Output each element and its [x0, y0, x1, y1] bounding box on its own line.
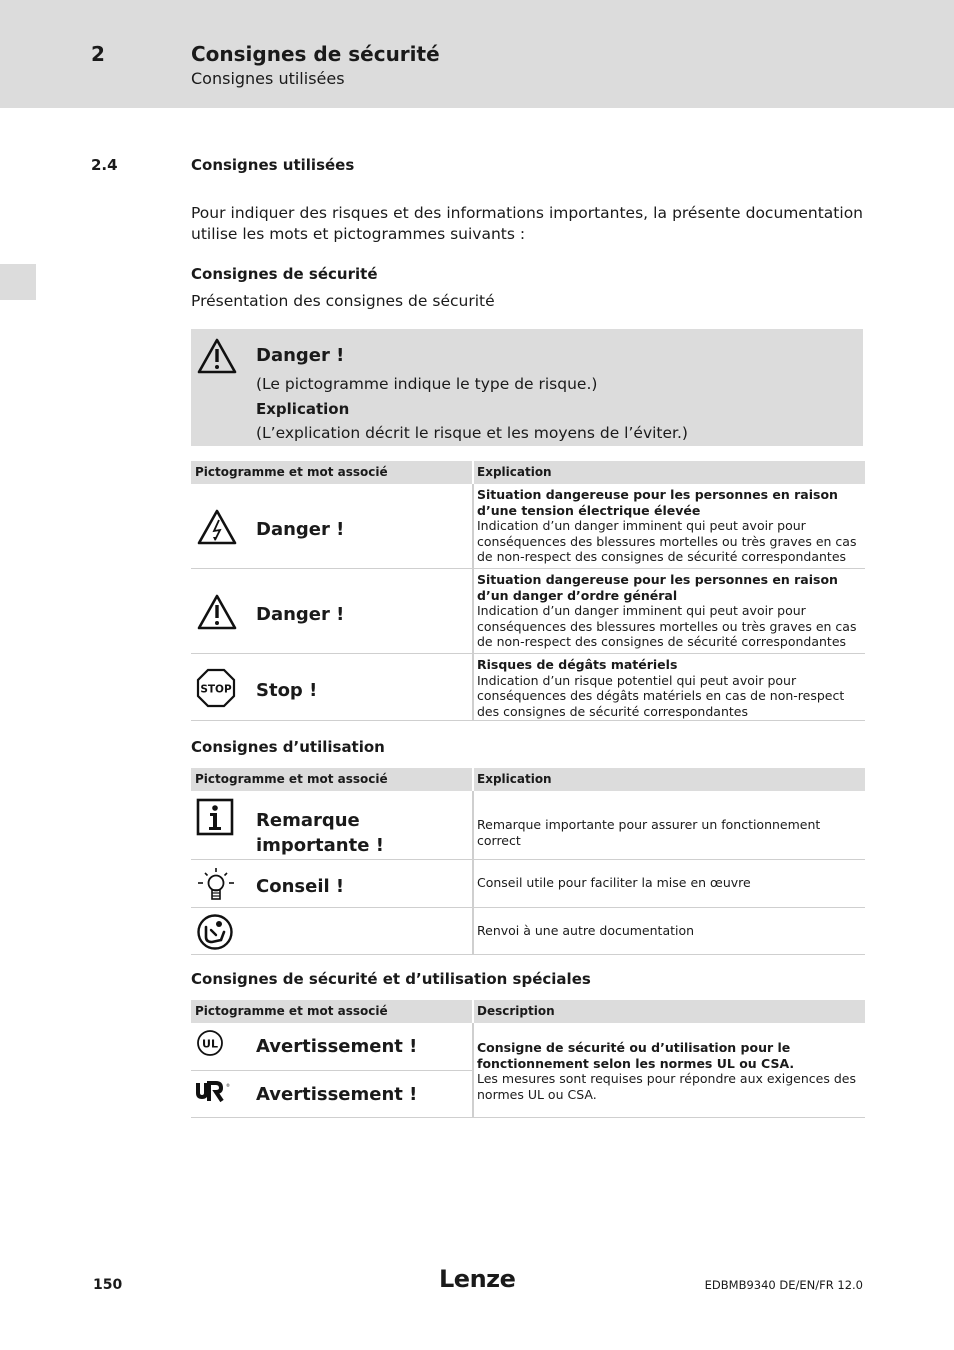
signal-word: Avertissement ! — [256, 1036, 418, 1057]
reference-icon — [196, 913, 234, 955]
safety-subheading: Présentation des consignes de sécurité — [191, 292, 495, 310]
warning-icon — [196, 593, 238, 635]
info-icon — [196, 798, 234, 840]
table-row — [191, 860, 865, 908]
explanation-text: Indication d’un risque potentiel qui peut avoir pour conséquences des dégâts matériels en cas de non-respect des consignes de sécurité correspondantes — [477, 672, 845, 719]
column-header: Explication — [477, 465, 552, 479]
svg-text:®: ® — [226, 1083, 230, 1088]
table-row — [191, 569, 865, 654]
usage-table — [191, 768, 865, 955]
signal-word: Remarque importante ! — [256, 810, 384, 856]
explanation — [477, 487, 861, 565]
section-number: 2.4 — [91, 156, 118, 174]
special-table — [191, 1000, 865, 1118]
table-header — [191, 1000, 865, 1023]
description-title: Consigne de sécurité ou d’utilisation pour le fonctionnement selon les normes UL ou CSA. — [477, 1040, 795, 1071]
explanation-title: Situation dangereuse pour les personnes en raison d’un danger d’ordre général — [477, 572, 838, 603]
signal-word: Avertissement ! — [256, 1084, 418, 1105]
section-title: Consignes utilisées — [191, 156, 355, 174]
safety-table — [191, 461, 865, 721]
explanation-text: Conseil utile pour faciliter la mise en œuvre — [477, 875, 751, 890]
signal-word: Danger ! — [256, 604, 345, 625]
column-header: Description — [477, 1004, 555, 1018]
explanation-text: Remarque importante pour assurer un fonctionnement correct — [477, 817, 821, 848]
column-header: Pictogramme et mot associé — [195, 1004, 388, 1018]
explanation — [477, 572, 861, 650]
ur-recognized-icon — [196, 1081, 228, 1107]
danger-box-title: Danger ! — [256, 345, 345, 366]
description-text: Les mesures sont requises pour répondre aux exigences des normes UL ou CSA. — [477, 1071, 856, 1102]
table-header — [191, 461, 865, 484]
table-row — [191, 484, 865, 569]
explanation-text: Indication d’un danger imminent qui peut avoir pour conséquences des blessures mortelles ou très graves en cas de non-respect des consignes de sécurité correspondantes — [477, 603, 857, 649]
table-row — [191, 1023, 472, 1071]
chapter-number: 2 — [91, 42, 105, 66]
explanation-title: Situation dangereuse pour les personnes en raison d’une tension électrique élevée — [477, 487, 838, 518]
safety-heading: Consignes de sécurité — [191, 265, 378, 283]
danger-box-line1: (Le pictogramme indique le type de risque.) — [256, 375, 598, 393]
explanation-text: Indication d’un danger imminent qui peut avoir pour conséquences des blessures mortelles ou très graves en cas de non-respect des consignes de sécurité correspondantes — [477, 518, 857, 564]
danger-box-line2: Explication — [256, 400, 350, 418]
column-header: Pictogramme et mot associé — [195, 465, 388, 479]
explanation-title: Risques de dégâts matériels — [477, 657, 678, 672]
signal-word: Danger ! — [256, 519, 345, 540]
signal-word: Conseil ! — [256, 876, 345, 897]
description — [477, 1040, 861, 1102]
chapter-side-tab — [0, 264, 36, 300]
usage-heading: Consignes d’utilisation — [191, 738, 385, 756]
svg-text:UL: UL — [202, 1037, 218, 1051]
table-row — [191, 908, 865, 955]
danger-box-line3: (L’explication décrit le risque et les moyens de l’éviter.) — [256, 424, 688, 442]
svg-text:STOP: STOP — [200, 683, 232, 696]
lightbulb-icon — [196, 866, 236, 908]
warning-icon — [196, 337, 238, 379]
chapter-subtitle: Consignes utilisées — [191, 69, 345, 88]
column-header: Pictogramme et mot associé — [195, 772, 388, 786]
table-header — [191, 768, 865, 791]
document-reference: EDBMB9340 DE/EN/FR 12.0 — [704, 1278, 863, 1292]
table-body — [191, 1023, 865, 1118]
danger-example-box — [191, 329, 863, 446]
electric-hazard-icon — [196, 508, 238, 550]
column-header: Explication — [477, 772, 552, 786]
table-row — [191, 1071, 472, 1117]
explanation-text: Renvoi à une autre documentation — [477, 923, 695, 938]
header-band — [0, 0, 954, 108]
stop-icon — [196, 668, 236, 712]
table-row — [191, 791, 865, 860]
explanation — [477, 657, 861, 719]
lenze-logo: Lenze — [439, 1265, 516, 1293]
table-row — [191, 654, 865, 721]
signal-word: Stop ! — [256, 680, 318, 701]
special-heading: Consignes de sécurité et d’utilisation spéciales — [191, 970, 591, 988]
chapter-title: Consignes de sécurité — [191, 42, 440, 66]
ul-listed-icon — [196, 1029, 224, 1061]
page-number: 150 — [93, 1277, 123, 1293]
intro-paragraph: Pour indiquer des risques et des informations importantes, la présente documentation utilise les mots et pictogrammes suivants : — [191, 204, 863, 243]
